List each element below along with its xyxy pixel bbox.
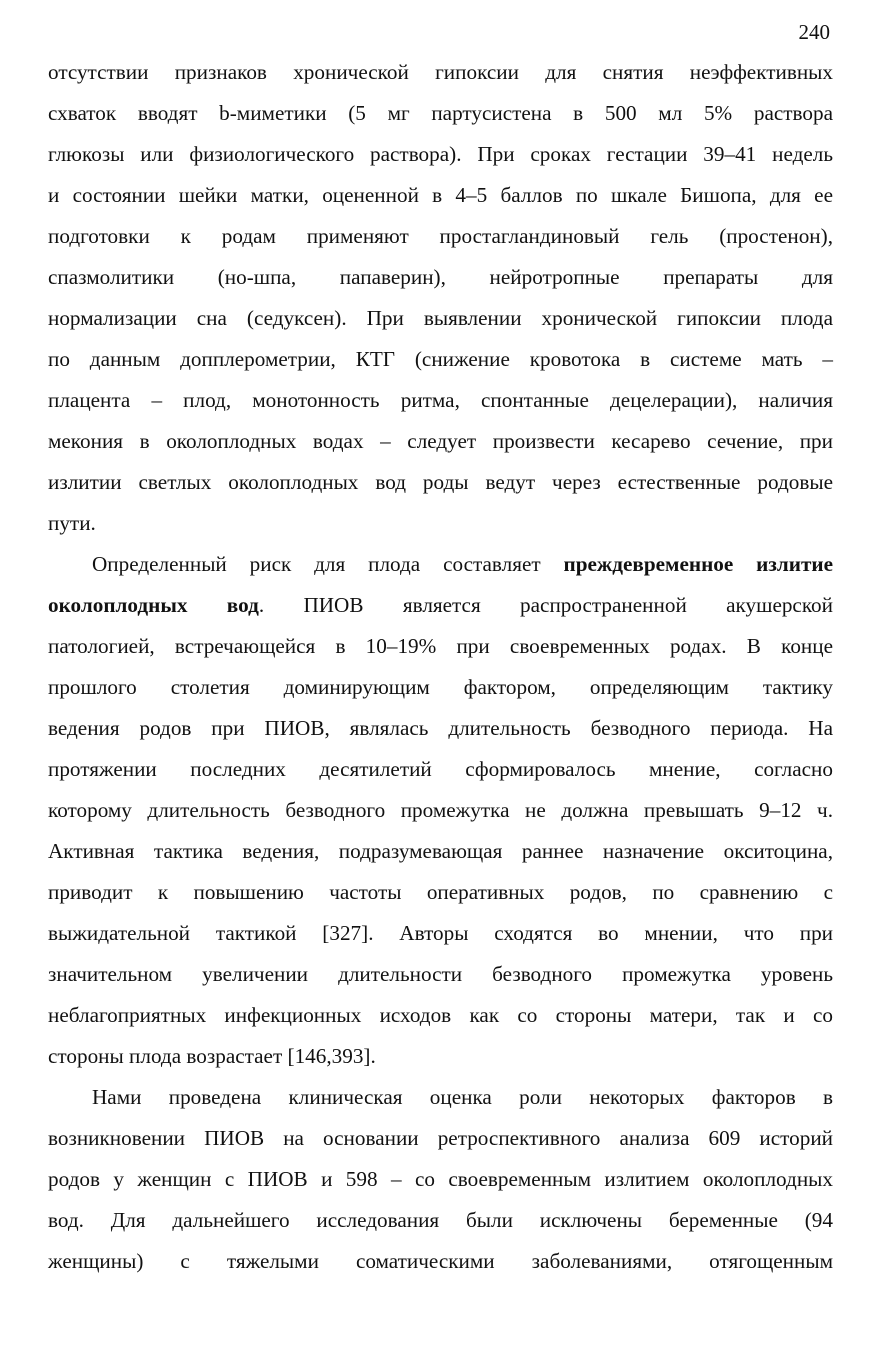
text-line bbox=[48, 995, 833, 1036]
text-segment: отсутствии признаков хронической гипоксии для снятия неэффективных bbox=[48, 60, 833, 84]
text-line bbox=[48, 380, 833, 421]
text-line bbox=[48, 298, 833, 339]
text-line bbox=[48, 1241, 833, 1282]
text-line bbox=[48, 913, 833, 954]
text-segment: Активная тактика ведения, подразумевающая раннее назначение окситоцина, bbox=[48, 839, 833, 863]
bold-term: преждевременное излитие bbox=[563, 552, 833, 576]
text-line bbox=[48, 462, 833, 503]
text-line bbox=[48, 216, 833, 257]
text-line bbox=[48, 1077, 833, 1118]
text-segment: по данным допплерометрии, КТГ (снижение кровотока в системе мать – bbox=[48, 347, 833, 371]
text-line bbox=[48, 1118, 833, 1159]
text-segment: стороны плода возрастает [146,393]. bbox=[48, 1044, 376, 1068]
text-segment: схваток вводят b-миметики (5 мг партусистена в 500 мл 5% раствора bbox=[48, 101, 833, 125]
text-line bbox=[48, 667, 833, 708]
text-segment: выжидательной тактикой [327]. Авторы сходятся во мнении, что при bbox=[48, 921, 833, 945]
text-segment: родов у женщин с ПИОВ и 598 – со своевременным излитием околоплодных bbox=[48, 1167, 833, 1191]
text-segment: возникновении ПИОВ на основании ретроспективного анализа 609 историй bbox=[48, 1126, 833, 1150]
text-line bbox=[48, 93, 833, 134]
text-line bbox=[48, 544, 833, 585]
text-line bbox=[48, 339, 833, 380]
text-line bbox=[48, 749, 833, 790]
text-line bbox=[48, 626, 833, 667]
text-segment: . ПИОВ является распространенной акушерской bbox=[258, 593, 833, 617]
text-segment: излитии светлых околоплодных вод роды ведут через естественные родовые bbox=[48, 470, 833, 494]
text-segment: пути. bbox=[48, 511, 96, 535]
text-line bbox=[48, 585, 833, 626]
text-segment: женщины) с тяжелыми соматическими заболеваниями, отягощенным bbox=[48, 1249, 833, 1273]
text-segment: патологией, встречающейся в 10–19% при своевременных родах. В конце bbox=[48, 634, 833, 658]
text-segment: Нами проведена клиническая оценка роли некоторых факторов в bbox=[92, 1085, 833, 1109]
text-line bbox=[48, 503, 833, 544]
bold-term: околоплодных вод bbox=[48, 593, 259, 617]
text-line bbox=[48, 954, 833, 995]
text-line bbox=[48, 257, 833, 298]
text-line bbox=[48, 831, 833, 872]
text-segment: значительном увеличении длительности безводного промежутка уровень bbox=[48, 962, 833, 986]
text-line bbox=[48, 1036, 833, 1077]
text-line bbox=[48, 1200, 833, 1241]
text-segment: спазмолитики (но-шпа, папаверин), нейротропные препараты для bbox=[48, 265, 833, 289]
text-segment: вод. Для дальнейшего исследования были исключены беременные (94 bbox=[48, 1208, 833, 1232]
text-segment: прошлого столетия доминирующим фактором, определяющим тактику bbox=[48, 675, 833, 699]
text-segment: неблагоприятных инфекционных исходов как со стороны матери, так и со bbox=[48, 1003, 833, 1027]
text-line bbox=[48, 421, 833, 462]
text-line bbox=[48, 1159, 833, 1200]
text-segment: ведения родов при ПИОВ, являлась длительность безводного периода. На bbox=[48, 716, 833, 740]
text-segment: нормализации сна (седуксен). При выявлении хронической гипоксии плода bbox=[48, 306, 833, 330]
text-segment: и состоянии шейки матки, оцененной в 4–5 баллов по шкале Бишопа, для ее bbox=[48, 183, 833, 207]
text-segment: мекония в околоплодных водах – следует произвести кесарево сечение, при bbox=[48, 429, 833, 453]
text-line bbox=[48, 175, 833, 216]
text-segment: приводит к повышению частоты оперативных родов, по сравнению с bbox=[48, 880, 833, 904]
body-text bbox=[48, 52, 833, 1282]
text-segment: протяжении последних десятилетий сформировалось мнение, согласно bbox=[48, 757, 833, 781]
text-line bbox=[48, 790, 833, 831]
text-segment: Определенный риск для плода составляет bbox=[92, 552, 564, 576]
text-line bbox=[48, 708, 833, 749]
text-segment: глюкозы или физиологического раствора). При сроках гестации 39–41 недель bbox=[48, 142, 833, 166]
page-number: 240 bbox=[798, 20, 830, 44]
text-line bbox=[48, 134, 833, 175]
text-segment: которому длительность безводного промежутка не должна превышать 9–12 ч. bbox=[48, 798, 833, 822]
text-line bbox=[48, 872, 833, 913]
text-segment: подготовки к родам применяют простагландиновый гель (простенон), bbox=[48, 224, 833, 248]
text-line bbox=[48, 52, 833, 93]
text-segment: плацента – плод, монотонность ритма, спонтанные децелерации), наличия bbox=[48, 388, 833, 412]
